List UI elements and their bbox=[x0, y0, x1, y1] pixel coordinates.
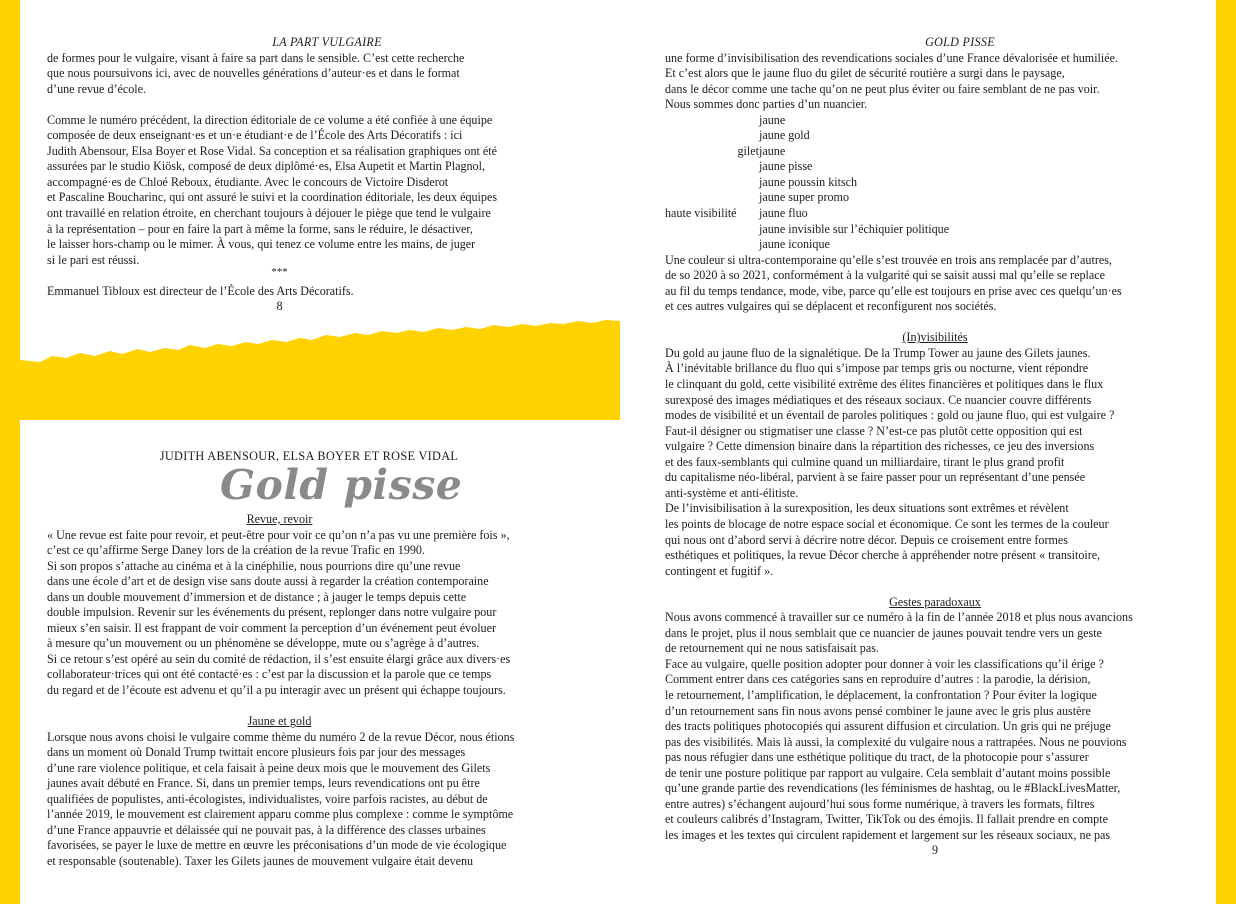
text-line: mieux s’en saisir. Il est frappant de voir comment la perception d’un événement peut évoluer bbox=[47, 620, 496, 635]
nuancier-item: jaune iconique bbox=[759, 237, 830, 252]
text-line: et des faux-semblants qui culmine quand un milliardaire, tirant le plus grand profit bbox=[665, 454, 1065, 469]
torn-paper-band bbox=[0, 318, 620, 420]
text-line: collaborateur·trices qui ont été contacté·es : c’est par la discussion et la parole que ce temps bbox=[47, 667, 492, 682]
text-line: jaunes avait débuté en France. Si, dans un premier temps, leurs revendications ont pu être bbox=[47, 776, 480, 791]
text-line: surexposé des images médiatiques et des réseaux sociaux. Ce nuancier couvre différents bbox=[665, 392, 1092, 407]
text-line: Nous sommes donc parties d’un nuancier. bbox=[665, 97, 868, 112]
text-line: « Une revue est faite pour revoir, et peut-être pour voir ce qu’on n’a pas vu une première fois », bbox=[47, 527, 510, 542]
text-line: qu’une grande partie des revendications (les féminismes de hashtag, ou le #BlackLivesMatter, bbox=[665, 781, 1121, 796]
text-line: double impulsion. Revenir sur les événements du présent, replonger dans notre vulgaire pour bbox=[47, 605, 497, 620]
text-line: d’une rare violence politique, et cela faisait à peine deux mois que le mouvement des Gilets bbox=[47, 760, 491, 775]
page-number-left: 8 bbox=[276, 299, 283, 314]
text-line: et ces autres vulgaires qui se déplacent et reconfigurent nos sociétés. bbox=[665, 299, 997, 314]
text-line: de formes pour le vulgaire, visant à faire sa part dans le sensible. C’est cette recherche bbox=[47, 50, 465, 65]
text-line: d’un retournement sans fin nous avons pensé combiner le jaune avec le gris plus austère bbox=[665, 703, 1091, 718]
text-line: assurées par le studio Kiösk, composé de deux diplômé·es, Elsa Aupetit et Martin Plagnol, bbox=[47, 159, 485, 174]
text-line: dans un double mouvement d’immersion et de distance ; à jauger le temps depuis cette bbox=[47, 589, 467, 604]
text-line: Et c’est alors que le jaune fluo du gilet de sécurité routière a surgi dans le paysage, bbox=[665, 66, 1065, 81]
text-line: contingent et fugitif ». bbox=[665, 563, 774, 578]
text-line: De l’invisibilisation à la surexposition, les deux situations sont extrêmes et révèlent bbox=[665, 501, 1069, 516]
nuancier-item: jaune super promo bbox=[759, 190, 850, 205]
text-line: d’une revue d’école. bbox=[47, 81, 147, 96]
text-line: et responsable (soutenable). Taxer les Gilets jaunes de mouvement vulgaire était devenu bbox=[47, 854, 474, 869]
article-title: Gold pisse bbox=[220, 461, 463, 509]
nuancier-item: jaune gold bbox=[759, 128, 810, 143]
text-line: Nous avons commencé à travailler sur ce numéro à la fin de l’année 2018 et plus nous avancions bbox=[665, 610, 1133, 625]
text-line: et Pascaline Boucharinc, qui ont assuré le suivi et la coordination éditoriale, les deux équipes bbox=[47, 190, 498, 205]
text-line: qualifiées de populistes, anti-écologistes, individualistes, voire parfois racistes, au début de bbox=[47, 791, 488, 806]
text-line: des tracts politiques photocopiés qui assurent diffusion et circulation. Un gris qui ne préjuge bbox=[665, 719, 1111, 734]
text-line: c’est ce qu’affirme Serge Daney lors de la création de la revue Trafic en 1990. bbox=[47, 543, 426, 558]
credits-paragraph bbox=[47, 113, 607, 268]
text-line: Si ce retour s’est opéré au sein du comité de rédaction, il s’est ensuite élargi grâce aux divers·es bbox=[47, 651, 511, 666]
section-gestes-paradoxaux bbox=[665, 610, 1205, 843]
intro-paragraph-right bbox=[665, 51, 1205, 113]
text-line: d’une France appauvrie et délaissée qui ne pouvait pas, à la différence des classes urbaines bbox=[47, 822, 486, 837]
section-revue-revoir bbox=[47, 528, 607, 699]
text-line: Lorsque nous avons choisi le vulgaire comme thème du numéro 2 de la revue Décor, nous étions bbox=[47, 729, 515, 744]
text-line: une forme d’invisibilisation des revendications sociales d’une France dévalorisée et humiliée. bbox=[665, 50, 1119, 65]
text-line: Si son propos s’attache au cinéma et à la cinéphilie, nous pourrions dire qu’une revue bbox=[47, 558, 461, 573]
nuancier-item: haute visibilité jaune fluo bbox=[665, 206, 808, 221]
text-line: À l’inévitable brillance du fluo qui s’impose par temps gris ou nocturne, vient répondre bbox=[665, 361, 1089, 376]
asterism: *** bbox=[271, 266, 288, 279]
text-line: de so 2020 à so 2021, conformément à la vulgarité qui se saisit aussi mal qu’elle se replace bbox=[665, 268, 1105, 283]
text-line: que nous poursuivons ici, avec de nouvelles générations d’auteur·es et dans le format bbox=[47, 66, 460, 81]
text-line: modes de visibilité et un éventail de paroles politiques : gold ou jaune fluo, qui est vulgaire ? bbox=[665, 408, 1115, 423]
text-line: qui nous ont d’abord servi à décrire notre décor. Depuis ce croisement entre formes bbox=[665, 532, 1068, 547]
text-line: dans le projet, plus il nous semblait que ce nuancier de jaunes pouvait tendre vers un geste bbox=[665, 625, 1102, 640]
text-line: au fil du temps tendance, mode, vibe, parce qu’elle est toujours en prise avec ces quelqu’un·es bbox=[665, 283, 1122, 298]
intro-paragraph bbox=[47, 51, 607, 98]
after-list-paragraph bbox=[665, 253, 1205, 315]
text-line: pas des visibilités. Mais là aussi, la complexité du vulgaire nous a rattrapées. Nous ne pouvions bbox=[665, 734, 1127, 749]
section-heading-jaune-et-gold: Jaune et gold bbox=[247, 714, 312, 729]
running-head-left: LA PART VULGAIRE bbox=[272, 35, 382, 49]
text-line: du capitalisme néo-libéral, parvient à se faire passer pour un représentant d’une pensée bbox=[665, 470, 1086, 485]
article-authors: JUDITH ABENSOUR, ELSA BOYER ET ROSE VIDAL bbox=[159, 449, 459, 463]
text-line: Une couleur si ultra-contemporaine qu’elle s’est trouvée en trois ans remplacée par d’autres, bbox=[665, 252, 1112, 267]
nuancier-item: jaune pisse bbox=[759, 159, 813, 174]
section-heading-revue-revoir: Revue, revoir bbox=[246, 512, 313, 526]
text-line: pas nous réfugier dans une esthétique politique du tract, de la photocopie pour s’assurer bbox=[665, 750, 1089, 765]
text-line: les points de blocage de notre espace social et économique. Ce sont les termes de la couleur bbox=[665, 516, 1109, 531]
text-line: accompagné·es de Chloé Reboux, étudiante. Avec le concours de Victoire Disderot bbox=[47, 174, 449, 189]
nuancier-item: jaune poussin kitsch bbox=[759, 174, 858, 189]
running-head-right: GOLD PISSE bbox=[925, 35, 995, 49]
text-line: à la représentation – pour en faire la part à même la forme, sans le réduire, le désactiver, bbox=[47, 221, 473, 236]
text-line: composée de deux enseignant·es et un·e étudiant·e de l’École des Arts Décoratifs : ici bbox=[47, 128, 463, 143]
text-line: le retournement, l’amplification, le déplacement, la confrontation ? Pour éviter la logique bbox=[665, 687, 1097, 702]
text-line: Comme le numéro précédent, la direction éditoriale de ce volume a été confiée à une équipe bbox=[47, 112, 493, 127]
text-line: si le pari est réussi. bbox=[47, 252, 140, 267]
text-line: l’année 2019, le mouvement est clairement apparu comme plus complexe : comme le symptôme bbox=[47, 807, 514, 822]
text-line: le laisser hors-champ ou le mimer. À vous, qui tenez ce volume entre les mains, de juger bbox=[47, 237, 476, 252]
nuancier-item: jaune invisible sur l’échiquier politique bbox=[759, 221, 950, 236]
text-line: favorisées, se payer le luxe de mettre en œuvre les préconisations d’un mode de vie écologique bbox=[47, 838, 507, 853]
section-jaune-et-gold bbox=[47, 730, 607, 870]
text-line: dans un moment où Donald Trump twittait encore plusieurs fois par jour des messages bbox=[47, 745, 466, 760]
right-page bbox=[665, 35, 1205, 859]
text-line: vulgaire ? Cette dimension binaire dans la répartition des richesses, ce jeu des inversions bbox=[665, 439, 1095, 454]
text-line: à mesure qu’un mouvement ou un phénomène se développe, mute ou s’agrège à d’autres. bbox=[47, 636, 480, 651]
text-line: de tenir une posture politique par rapport au vulgaire. Cela semblait d’autant moins possible bbox=[665, 765, 1111, 780]
section-heading-invisibilites: (In)visibilités bbox=[902, 330, 968, 345]
text-line: dans une école d’art et de design vise sans doute aussi à regarder la création contemporaine bbox=[47, 574, 489, 589]
right-yellow-edge bbox=[1216, 0, 1236, 904]
text-line: ont travaillé en relation étroite, en cherchant toujours à déjouer le piège que tend le vulgaire bbox=[47, 206, 491, 221]
text-line: Comment entrer dans ces catégories sans en reproduire d’autres : la parodie, la dérision, bbox=[665, 672, 1091, 687]
text-line: du regard et de l’écoute est advenu et qu’il a pu interagir avec un présent qui échappe toujours. bbox=[47, 683, 506, 698]
left-page-article bbox=[47, 512, 607, 870]
text-line: Judith Abensour, Elsa Boyer et Rose Vidal. Sa conception et sa réalisation graphiques ont été bbox=[47, 143, 497, 158]
text-line: le clinquant du gold, cette visibilité extrême des élites financières et politiques dans le flux bbox=[665, 377, 1104, 392]
text-line: Face au vulgaire, quelle position adopter pour donner à voir les classifications qu’il érige ? bbox=[665, 656, 1104, 671]
text-line: entre autres) s’échangent aujourd’hui sous forme numérique, à travers les formats, filtres bbox=[665, 796, 1095, 811]
nuancier-item: jaune bbox=[759, 112, 786, 127]
text-line: Du gold au jaune fluo de la signalétique. De la Trump Tower au jaune des Gilets jaunes. bbox=[665, 345, 1091, 360]
nuancier-item: giletjaune bbox=[737, 143, 786, 158]
text-line: anti-système et anti-élitiste. bbox=[665, 485, 799, 500]
nuancier-list bbox=[665, 113, 1205, 253]
text-line: les images et les textes qui circulent rapidement et largement sur les réseaux sociaux, ne pas bbox=[665, 827, 1111, 842]
section-heading-gestes-paradoxaux: Gestes paradoxaux bbox=[889, 594, 981, 609]
section-invisibilites bbox=[665, 346, 1205, 579]
left-page-top bbox=[47, 35, 607, 315]
text-line: dans le décor comme une tache qu’on ne peut plus éviter ou faire semblant de ne pas voir. bbox=[665, 81, 1100, 96]
text-line: de retournement qui ne nous satisfaisait pas. bbox=[665, 641, 879, 656]
text-line: esthétiques et politiques, la revue Décor cherche à appréhender notre présent « transitoire, bbox=[665, 548, 1101, 563]
text-line: Faut-il désigner ou stigmatiser une classe ? N’est-ce pas plutôt cette opposition qui est bbox=[665, 423, 1083, 438]
signature-line: Emmanuel Tibloux est directeur de l’École des Arts Décoratifs. bbox=[47, 283, 354, 298]
text-line: et couleurs calibrés d’Instagram, Twitter, TikTok ou des émojis. Il fallait prendre en compte bbox=[665, 812, 1108, 827]
page-number-right: 9 bbox=[931, 843, 939, 858]
